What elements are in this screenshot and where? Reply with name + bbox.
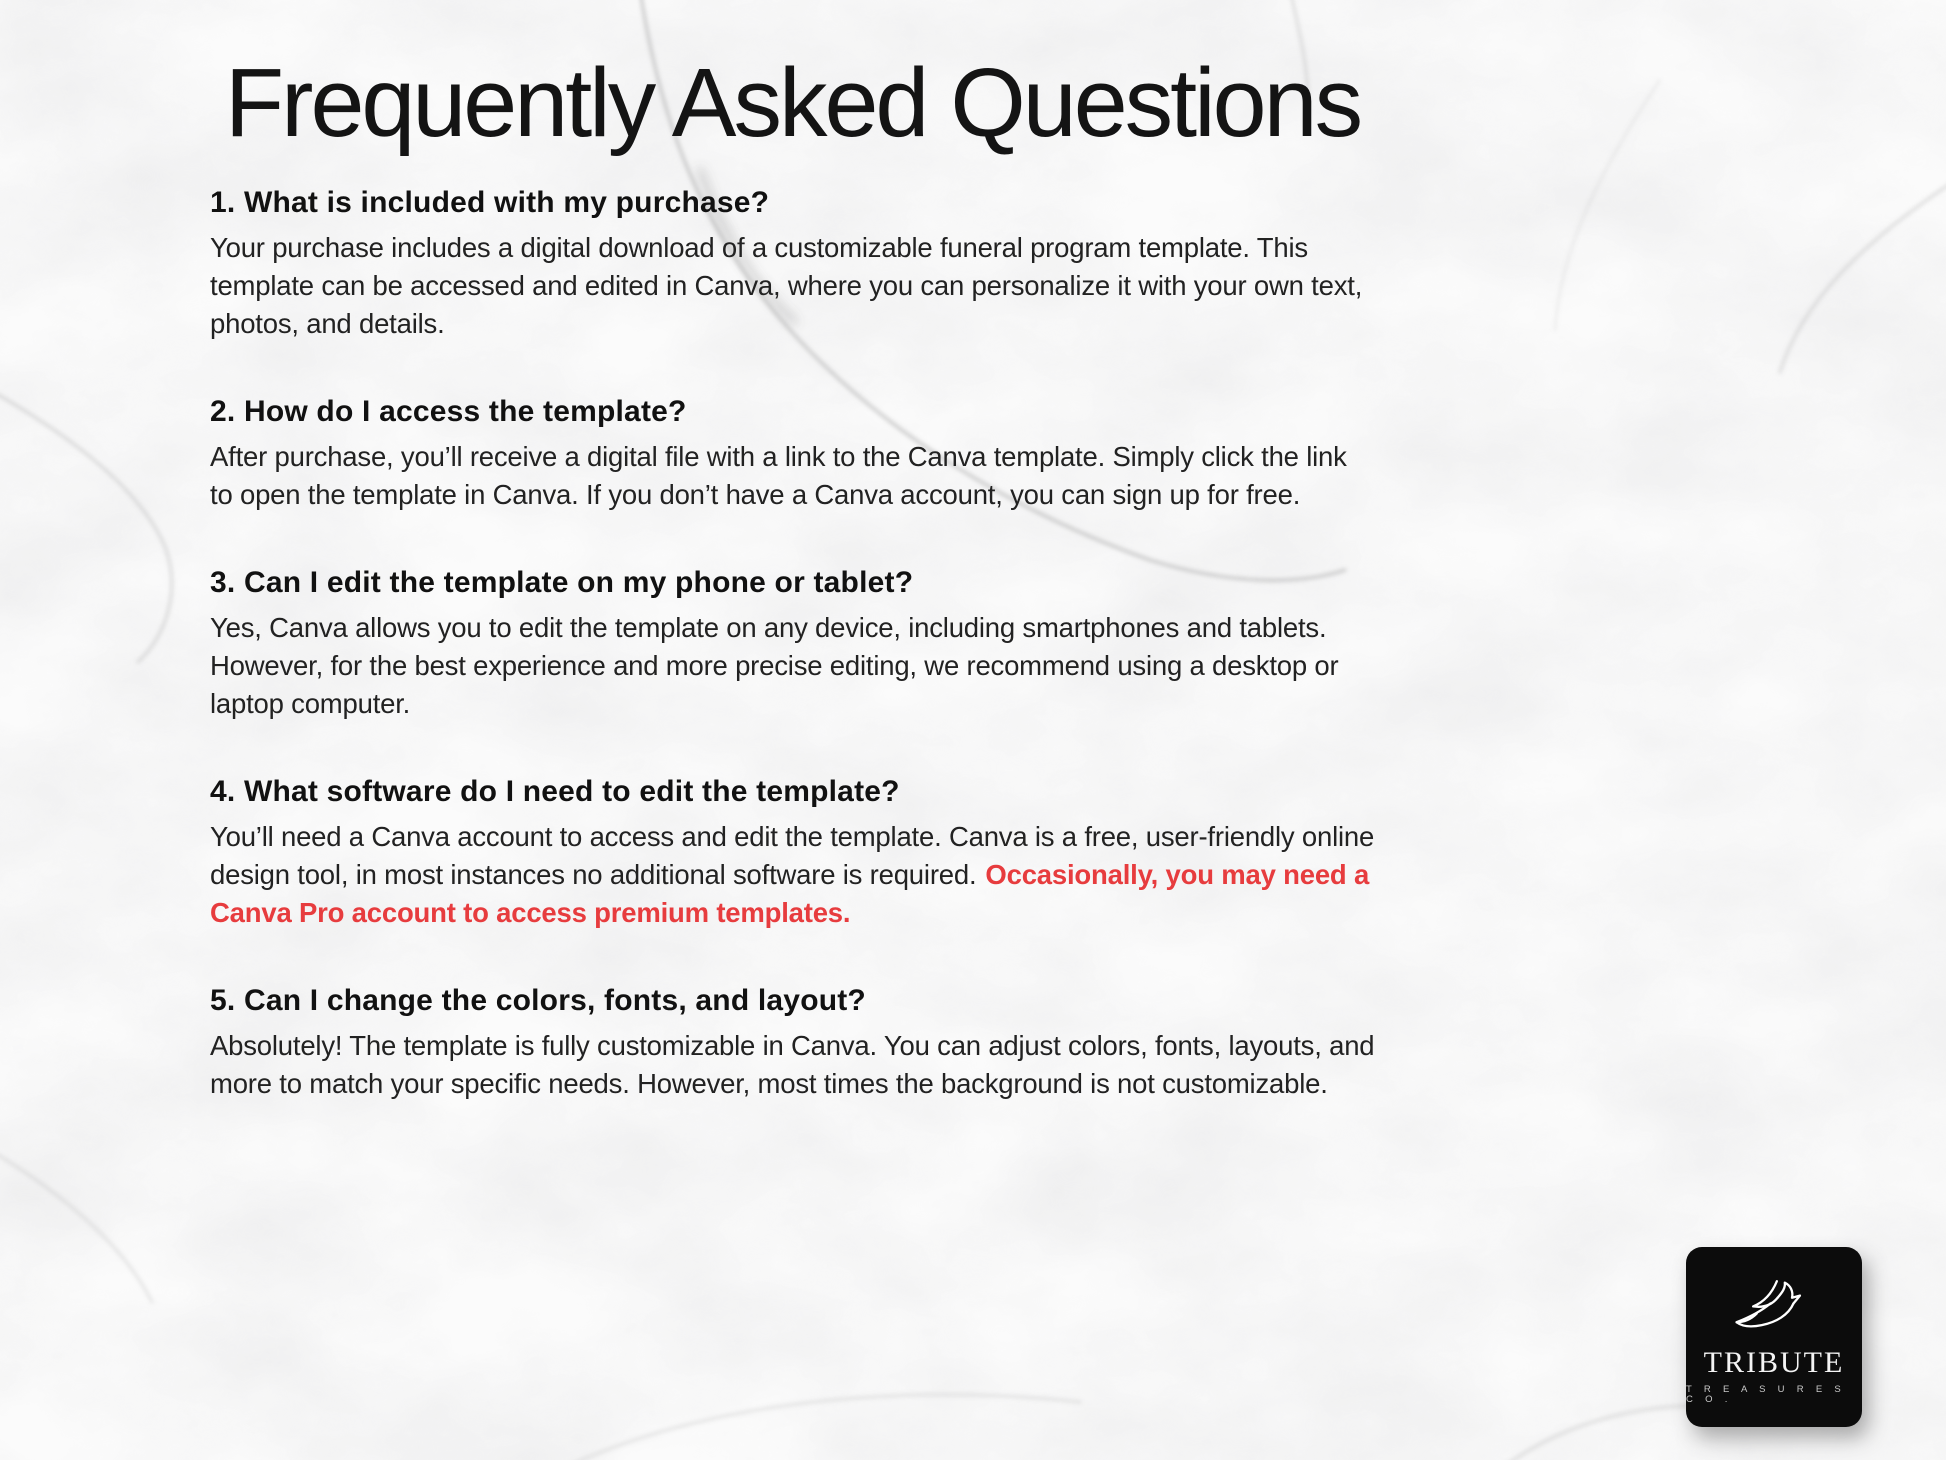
faq-question: 4. What software do I need to edit the template?: [210, 774, 900, 808]
faq-answer-highlight: Occasionally, you may need a Canva Pro account to access premium templates.: [210, 858, 1370, 928]
faq-answer: [210, 818, 1375, 932]
faq-answer-text: Absolutely! The template is fully customizable in Canva. You can adjust colors, fonts, layouts, and more to match your specific needs. However, most times the background is not customizable.: [210, 1029, 1375, 1099]
faq-list: [210, 186, 1375, 1103]
faq-answer: [210, 229, 1375, 343]
faq-answer: [210, 438, 1375, 514]
faq-item-1: [210, 186, 1375, 343]
faq-answer-text: Yes, Canva allows you to edit the template on any device, including smartphones and tablets. However, for the best experience and more precise editing, we recommend using a desktop or laptop computer.: [210, 611, 1339, 719]
faq-answer-text: Your purchase includes a digital download of a customizable funeral program template. This template can be accessed and edited in Canva, where you can personalize it with your own text, photos, and details.: [210, 231, 1363, 339]
brand-name: TRIBUTE: [1703, 1346, 1845, 1379]
faq-answer: [210, 1027, 1375, 1103]
faq-item-2: [210, 395, 1375, 514]
faq-question: 3. Can I edit the template on my phone or tablet?: [210, 565, 914, 599]
dove-icon: [1728, 1274, 1820, 1346]
page-title: Frequently Asked Questions: [224, 48, 1361, 157]
faq-answer-text: You’ll need a Canva account to access and edit the template. Canva is a free, user-friendly online design tool, in most instances no additional software is required.: [210, 820, 1375, 890]
faq-item-5: [210, 984, 1375, 1103]
faq-answer-text: After purchase, you’ll receive a digital file with a link to the Canva template. Simply click the link to open the template in Canva. If you don’t have a Canva account, you can sign up for free.: [210, 440, 1347, 510]
brand-subtitle: T R E A S U R E S C O .: [1686, 1384, 1846, 1405]
faq-question: 1. What is included with my purchase?: [210, 185, 770, 219]
faq-item-3: [210, 566, 1375, 723]
brand-logo: [1686, 1247, 1862, 1427]
faq-question: 5. Can I change the colors, fonts, and layout?: [210, 983, 866, 1017]
faq-content-column: [210, 0, 1375, 1155]
faq-answer: [210, 609, 1375, 723]
faq-item-4: [210, 775, 1375, 932]
faq-question: 2. How do I access the template?: [210, 394, 687, 428]
